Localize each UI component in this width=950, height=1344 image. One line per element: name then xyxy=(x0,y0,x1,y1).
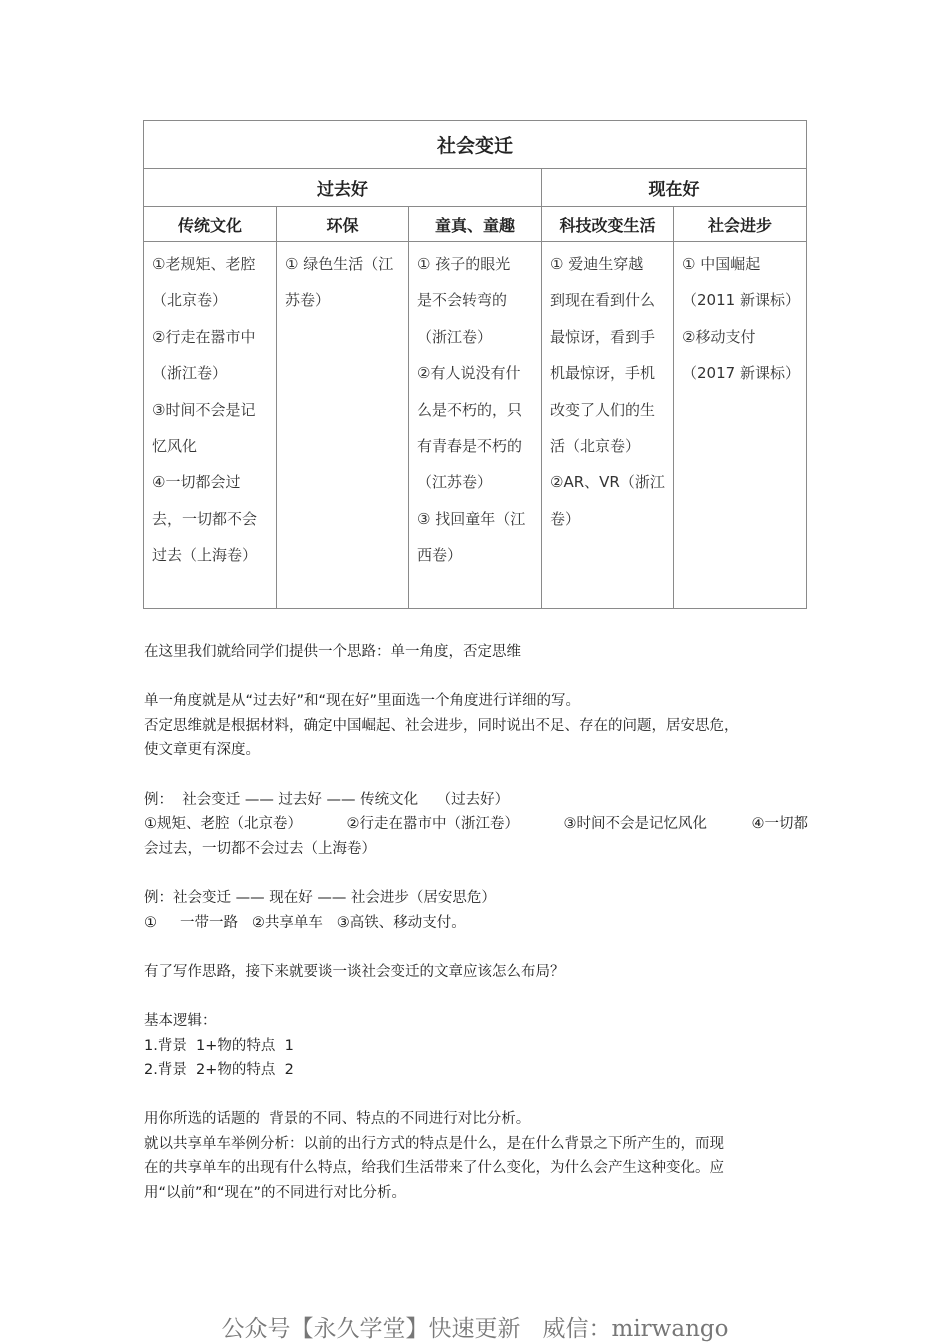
example-1-items xyxy=(144,812,808,837)
column-environment xyxy=(277,242,409,609)
paragraph-gap xyxy=(144,1083,808,1108)
table-cell-line: （浙江卷） xyxy=(417,327,493,346)
table-cell-line: ① 绿色生活（江 xyxy=(285,255,394,273)
category-environment: 环保 xyxy=(277,207,409,242)
table-cell-line: 西卷） xyxy=(417,546,463,565)
table-cell-line: ③时间不会是记 xyxy=(152,400,256,419)
table-cell-line: 最惊讶，看到手 xyxy=(550,327,656,346)
example-1-item: ①规矩、老腔（北京卷） xyxy=(144,816,302,833)
table-cell-line: 去，一切都不会 xyxy=(152,509,258,528)
table-title: 社会变迁 xyxy=(144,121,807,169)
footer-account: 公众号【永久学堂】快速更新 xyxy=(221,1316,521,1342)
table-cell-line: 卷） xyxy=(550,509,581,528)
table-cell-line: ① 中国崛起 xyxy=(682,255,761,273)
table-cell-line: （江苏卷） xyxy=(417,473,493,492)
category-social-progress: 社会进步 xyxy=(674,207,807,242)
table-cell-line: 苏卷） xyxy=(285,291,331,310)
paragraph-gap xyxy=(144,935,808,960)
example-2-heading: 例：社会变迁 —— 现在好 —— 社会进步（居安思危） xyxy=(144,889,496,906)
table-cell-line: ②行走在嚣市中 xyxy=(152,327,256,346)
table-cell-line: （2011 新课标） xyxy=(682,291,800,310)
table-cell-line: 机最惊讶，手机 xyxy=(550,364,656,383)
bike-example-line-2: 在的共享单车的出现有什么特点，给我们生活带来了什么变化，为什么会产生这种变化。应 xyxy=(144,1160,724,1177)
table-cell-line: 么是不朽的，只 xyxy=(417,400,523,419)
category-traditional-culture: 传统文化 xyxy=(144,207,277,242)
logic-title: 基本逻辑： xyxy=(144,1012,217,1029)
table-cell-line: ③ 找回童年（江 xyxy=(417,509,526,528)
paragraph-gap xyxy=(144,984,808,1009)
table-cell-line: 有青春是不朽的 xyxy=(417,437,523,456)
paragraph-gap xyxy=(144,665,808,690)
table-cell-line: （北京卷） xyxy=(152,291,228,310)
example-1-heading: 例： 社会变迁 —— 过去好 —— 传统文化 （过去好） xyxy=(144,791,510,808)
article-body xyxy=(144,640,808,1206)
social-change-table xyxy=(143,120,806,609)
table-cell-line: ① 爱迪生穿越 xyxy=(550,255,644,273)
table-cell-line: ②移动支付 xyxy=(682,327,756,346)
watermark-footer xyxy=(0,1310,950,1343)
category-technology: 科技改变生活 xyxy=(542,207,674,242)
table-cell-line: ②AR、VR（浙江 xyxy=(550,473,665,492)
logic-step-2: 2.背景 2+物的特点 2 xyxy=(144,1062,294,1079)
example-1-item: ③时间不会是记忆风化 xyxy=(563,816,707,833)
column-childhood xyxy=(409,242,542,609)
intro-paragraph: 在这里我们就给同学们提供一个思路：单一角度，否定思维 xyxy=(144,644,521,660)
example-1-item: ④一切都 xyxy=(751,816,808,833)
layout-question: 有了写作思路，接下来就要谈一谈社会变迁的文章应该怎么布局？ xyxy=(144,963,565,980)
example-1-continuation: 会过去，一切都不会过去（上海卷） xyxy=(144,840,376,857)
group-past-good: 过去好 xyxy=(144,169,542,207)
bike-example-line-3: 用“以前”和“现在”的不同进行对比分析。 xyxy=(144,1185,407,1202)
table-cell-line: 活（北京卷） xyxy=(550,437,641,456)
footer-contact: 威信：mirwango xyxy=(542,1316,729,1342)
logic-step-1: 1.背景 1+物的特点 1 xyxy=(144,1037,294,1054)
table-cell-line: 到现在看到什么 xyxy=(550,291,656,310)
negation-paragraph-line-1: 否定思维就是根据材料，确定中国崛起、社会进步，同时说出不足、存在的问题，居安思危， xyxy=(144,717,739,734)
example-2-items: ① 一带一路 ②共享单车 ③高铁、移动支付。 xyxy=(144,914,466,931)
paragraph-gap xyxy=(144,763,808,788)
column-technology xyxy=(542,242,674,609)
column-social-progress xyxy=(674,242,807,609)
table-cell-line: ④一切都会过 xyxy=(152,473,241,492)
analysis-instruction: 用你所选的话题的 背景的不同、特点的不同进行对比分析。 xyxy=(144,1111,531,1128)
table-cell-line: ① 孩子的眼光 xyxy=(417,255,511,273)
table-cell-line: ②有人说没有什 xyxy=(417,364,521,383)
paragraph-gap xyxy=(144,861,808,886)
column-traditional-culture xyxy=(144,242,277,609)
single-angle-paragraph: 单一角度就是从“过去好”和“现在好”里面选一个角度进行详细的写。 xyxy=(144,693,581,710)
table-cell-line: 过去（上海卷） xyxy=(152,546,258,565)
bike-example-line-1: 就以共享单车举例分析：以前的出行方式的特点是什么，是在什么背景之下所产生的，而现 xyxy=(144,1135,724,1152)
table-cell-line: ①老规矩、老腔 xyxy=(152,255,256,273)
table-cell-line: 改变了人们的生 xyxy=(550,400,656,419)
negation-paragraph-line-2: 使文章更有深度。 xyxy=(144,742,260,759)
category-childhood: 童真、童趣 xyxy=(409,207,542,242)
table-cell-line: （2017 新课标） xyxy=(682,364,800,383)
table-cell-line: （浙江卷） xyxy=(152,364,228,383)
table-cell-line: 是不会转弯的 xyxy=(417,291,508,310)
group-present-good: 现在好 xyxy=(542,169,807,207)
table-cell-line: 忆风化 xyxy=(152,437,198,456)
example-1-item: ②行走在嚣市中（浙江卷） xyxy=(346,816,519,833)
